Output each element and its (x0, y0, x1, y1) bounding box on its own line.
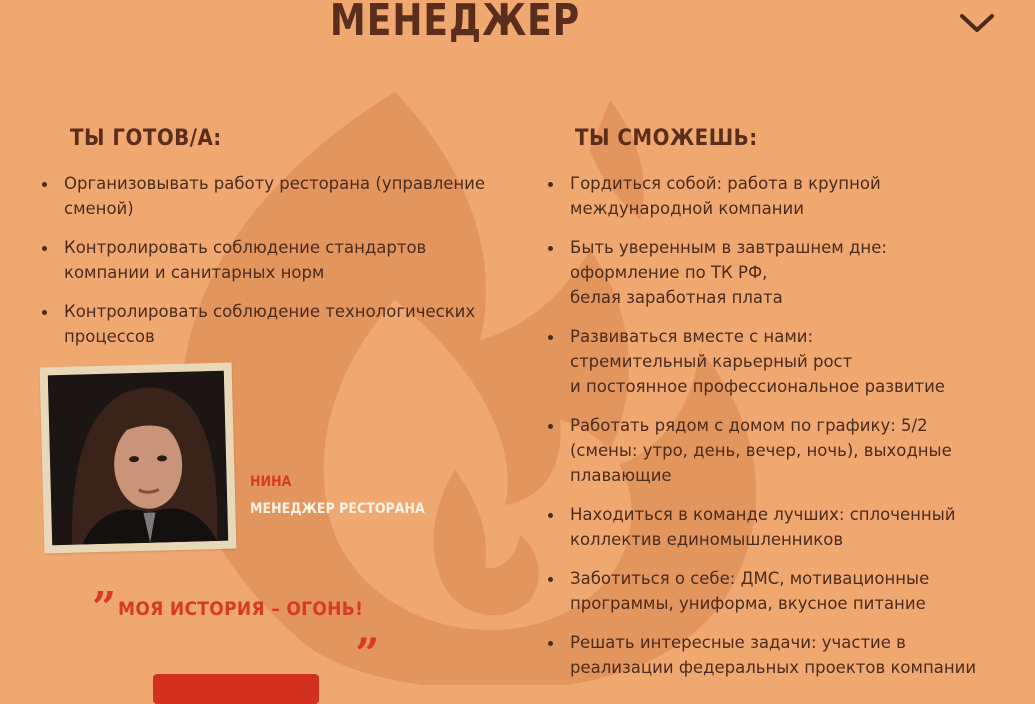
quote-open-icon: ” (92, 583, 117, 632)
list-item: Контролировать соблюдение технологических процессов (38, 299, 508, 349)
list-item: Быть уверенным в завтрашнем дне: оформление по ТК РФ, белая заработная плата (544, 235, 1024, 310)
employee-photo (48, 371, 228, 546)
page-title: МЕНЕДЖЕР (329, 0, 581, 46)
employee-role: МЕНЕДЖЕР РЕСТОРАНА (250, 501, 425, 517)
list-item: Гордиться собой: работа в крупной международной компании (544, 171, 1024, 221)
list-item: Развиваться вместе с нами: стремительный карьерный рост и постоянное профессиональное развитие (544, 324, 1024, 399)
right-column-heading: ТЫ СМОЖЕШЬ: (575, 126, 758, 151)
list-item: Работать рядом с домом по графику: 5/2 (смены: утро, день, вечер, ночь), выходные плавающие (544, 413, 1024, 488)
list-item: Находиться в команде лучших: сплоченный коллектив единомышленников (544, 502, 1024, 552)
collapse-toggle-button[interactable] (958, 10, 996, 38)
quote-close-icon: „ (356, 605, 381, 654)
list-item: Заботиться о себе: ДМС, мотивационные программы, униформа, вкусное питание (544, 566, 1024, 616)
quote-text: МОЯ ИСТОРИЯ – ОГОНЬ! (118, 598, 364, 620)
list-item: Организовывать работу ресторана (управление сменой) (38, 171, 508, 221)
list-item: Решать интересные задачи: участие в реализации федеральных проектов компании (544, 630, 1024, 680)
chevron-down-icon (958, 10, 996, 38)
left-column-list (38, 171, 508, 349)
left-column-heading: ТЫ ГОТОВ/А: (70, 126, 222, 151)
cta-button[interactable] (153, 674, 319, 704)
list-item: Контролировать соблюдение стандартов компании и санитарных норм (38, 235, 508, 285)
employee-name: НИНА (250, 474, 292, 490)
right-column-list (544, 171, 1024, 680)
employee-photo-frame (40, 363, 237, 554)
